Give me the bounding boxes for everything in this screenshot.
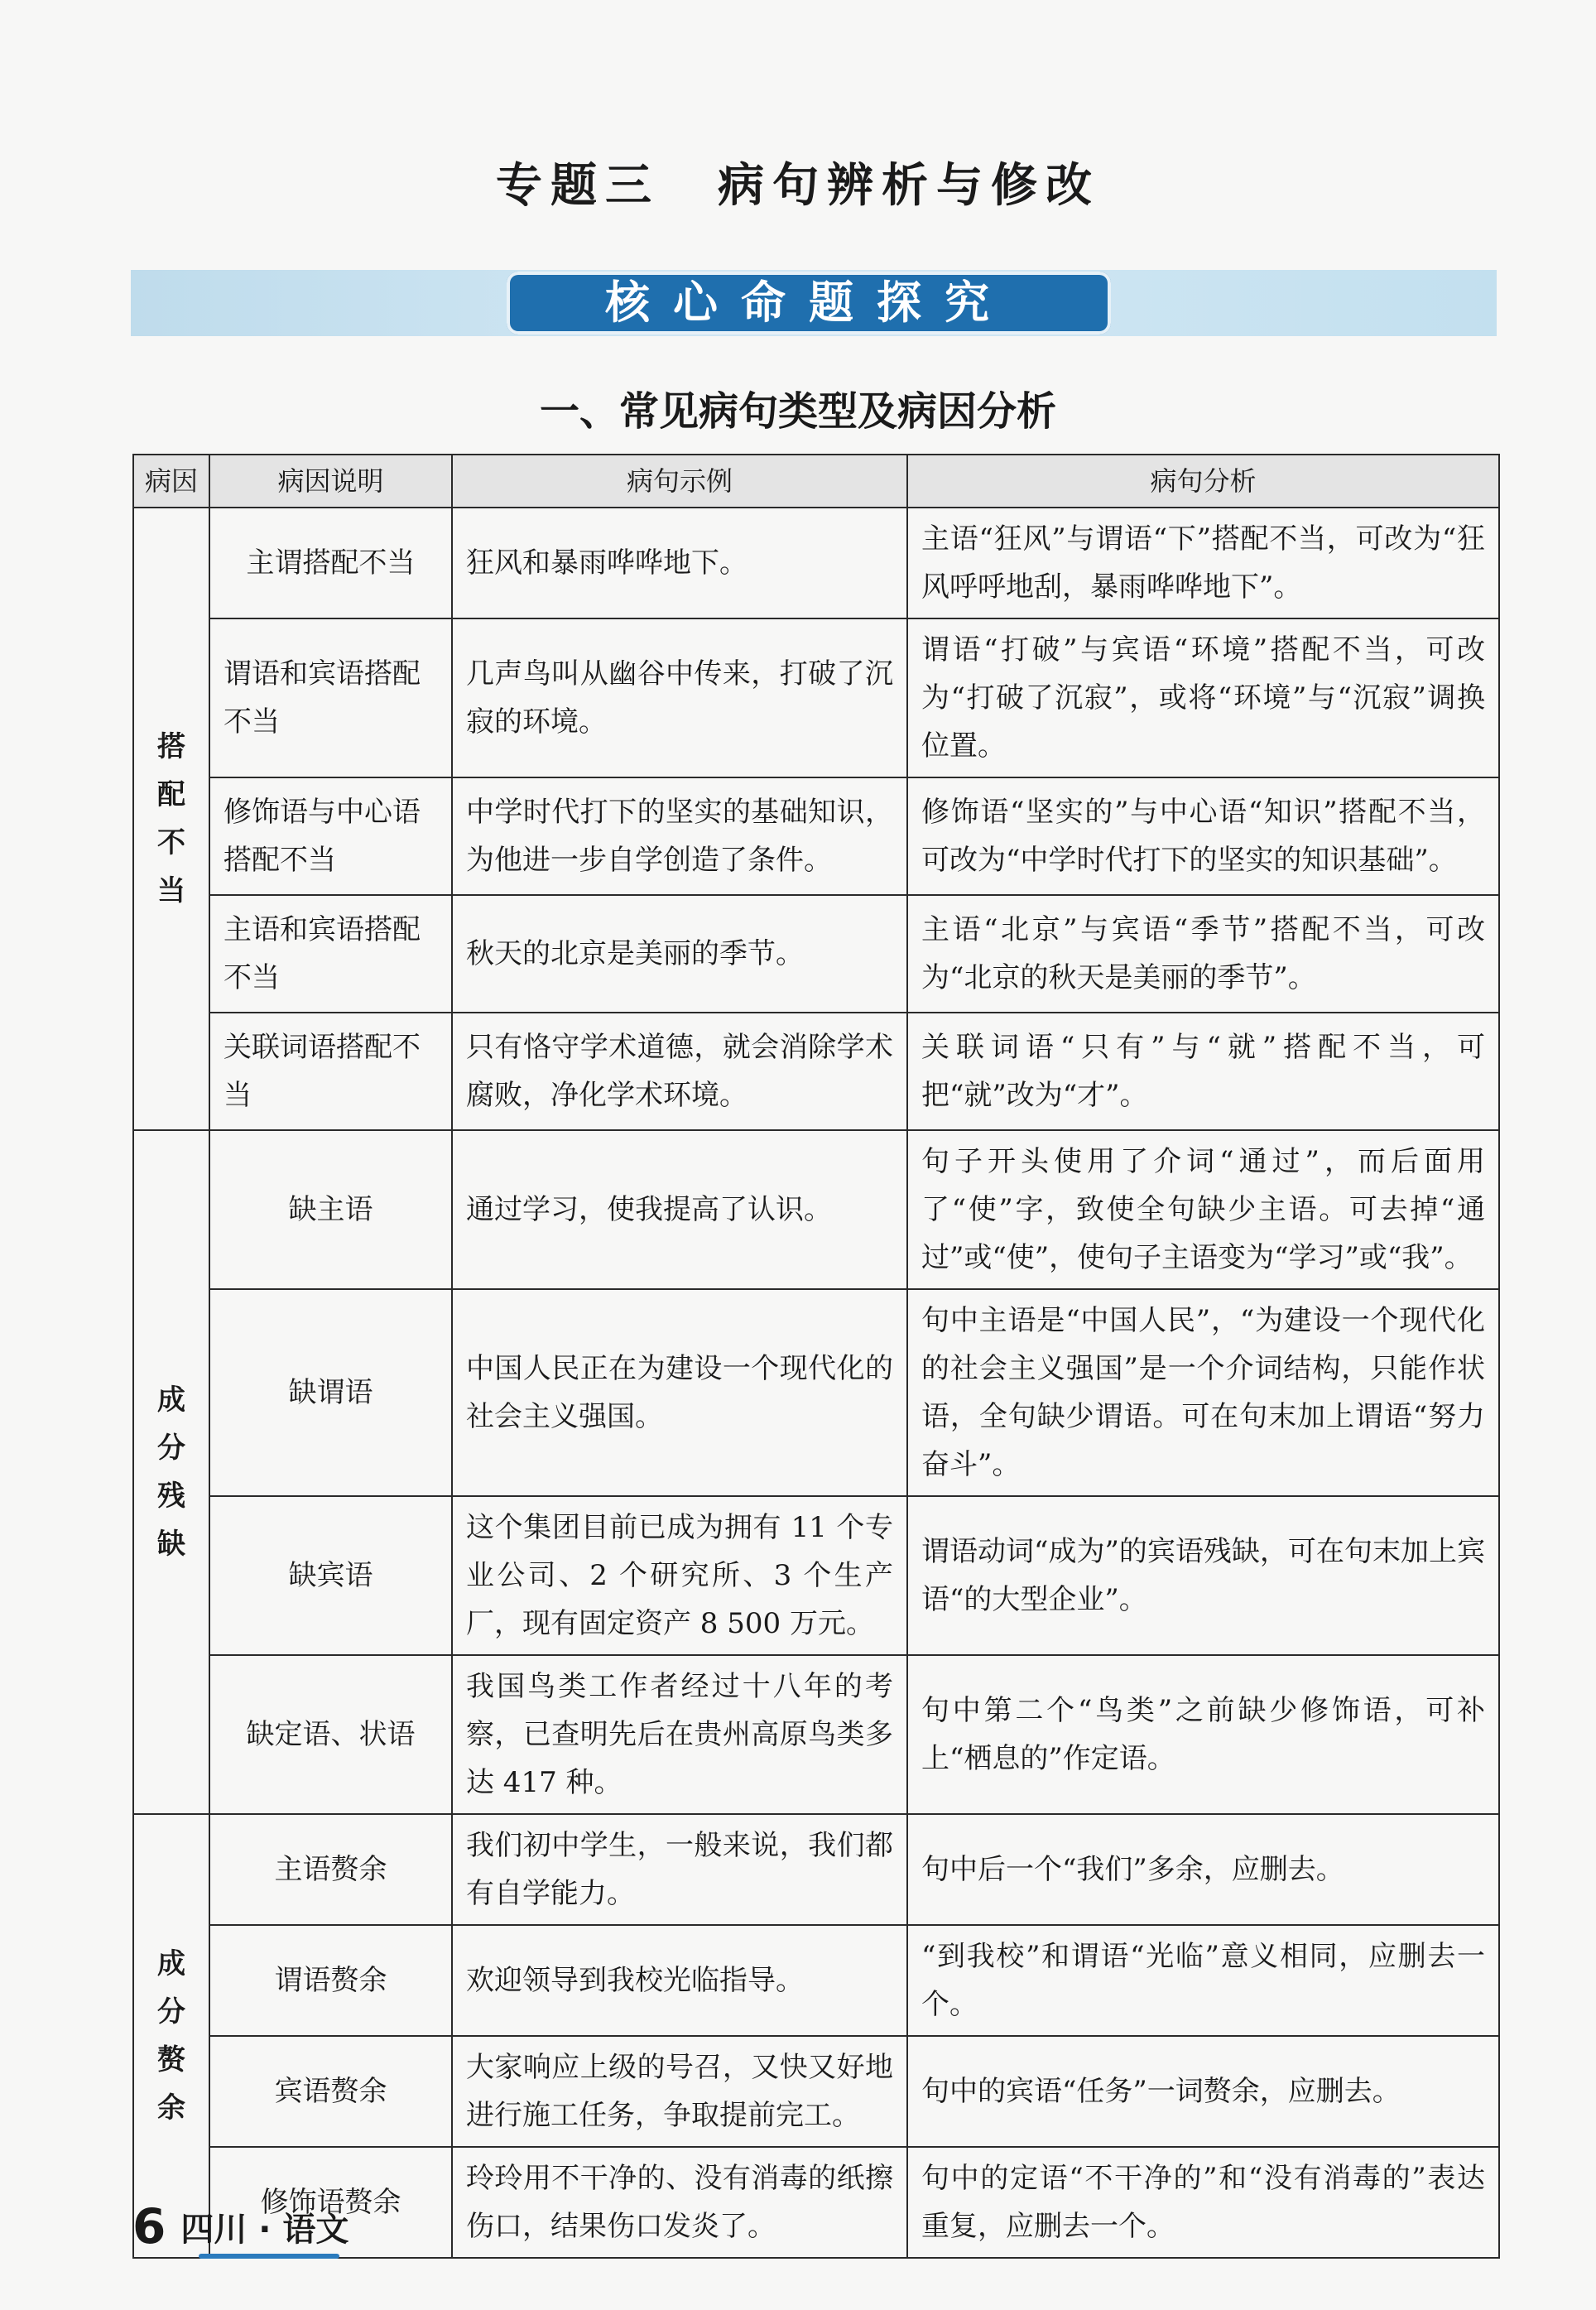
error-analysis: 关联词语“只有”与“就”搭配不当，可把“就”改为“才”。 xyxy=(907,1013,1499,1130)
error-type: 修饰语赘余 xyxy=(209,2147,452,2258)
error-type: 缺主语 xyxy=(209,1130,452,1289)
error-example: 只有恪守学术道德，就会消除学术腐败，净化学术环境。 xyxy=(452,1013,907,1130)
table-row xyxy=(133,1814,1499,1925)
error-type: 谓语和宾语搭配不当 xyxy=(209,618,452,777)
error-example: 玲玲用不干净的、没有消毒的纸擦伤口，结果伤口发炎了。 xyxy=(452,2147,907,2258)
error-type: 缺定语、状语 xyxy=(209,1655,452,1814)
error-example: 我国鸟类工作者经过十八年的考察，已查明先后在贵州高原鸟类多达 417 种。 xyxy=(452,1655,907,1814)
error-analysis: 谓语“打破”与宾语“环境”搭配不当，可改为“打破了沉寂”，或将“环境”与“沉寂”调换位置。 xyxy=(907,618,1499,777)
error-type: 主谓搭配不当 xyxy=(209,508,452,618)
error-type: 主语赘余 xyxy=(209,1814,452,1925)
error-example: 中学时代打下的坚实的基础知识，为他进一步自学创造了条件。 xyxy=(452,777,907,895)
topic-name: 病句辨析与修改 xyxy=(718,159,1100,213)
table-row xyxy=(133,895,1499,1013)
page-number: 6 xyxy=(132,2198,166,2255)
error-type: 谓语赘余 xyxy=(209,1925,452,2036)
table-row xyxy=(133,1925,1499,2036)
error-example: 这个集团目前已成为拥有 11 个专业公司、2 个研究所、3 个生产厂，现有固定资产 8 500 万元。 xyxy=(452,1496,907,1655)
error-example: 我们初中学生，一般来说，我们都有自学能力。 xyxy=(452,1814,907,1925)
error-example: 秋天的北京是美丽的季节。 xyxy=(452,895,907,1013)
error-type: 主语和宾语搭配不当 xyxy=(209,895,452,1013)
error-analysis: 句中的宾语“任务”一词赘余，应删去。 xyxy=(907,2036,1499,2147)
table-row xyxy=(133,1130,1499,1289)
error-analysis: 句中主语是“中国人民”，“为建设一个现代化的社会主义强国”是一个介词结构，只能作状语，全句缺少谓语。可在句末加上谓语“努力奋斗”。 xyxy=(907,1289,1499,1496)
error-analysis: 句中的定语“不干净的”和“没有消毒的”表达重复，应删去一个。 xyxy=(907,2147,1499,2258)
table-row xyxy=(133,508,1499,618)
error-example: 几声鸟叫从幽谷中传来，打破了沉寂的环境。 xyxy=(452,618,907,777)
error-type: 关联词语搭配不当 xyxy=(209,1013,452,1130)
error-analysis: 主语“狂风”与谓语“下”搭配不当，可改为“狂风呼呼地刮，暴雨哗哗地下”。 xyxy=(907,508,1499,618)
error-analysis: “到我校”和谓语“光临”意义相同，应删去一个。 xyxy=(907,1925,1499,2036)
error-example: 通过学习，使我提高了认识。 xyxy=(452,1130,907,1289)
table-row xyxy=(133,1013,1499,1130)
error-analysis: 主语“北京”与宾语“季节”搭配不当，可改为“北京的秋天是美丽的季节”。 xyxy=(907,895,1499,1013)
error-example: 欢迎领导到我校光临指导。 xyxy=(452,1925,907,2036)
error-type: 修饰语与中心语搭配不当 xyxy=(209,777,452,895)
table-row xyxy=(133,1496,1499,1655)
error-type: 缺宾语 xyxy=(209,1496,452,1655)
error-type: 宾语赘余 xyxy=(209,2036,452,2147)
topic-number: 专题三 xyxy=(496,159,660,213)
table-row xyxy=(133,777,1499,895)
error-types-table xyxy=(132,454,1500,2259)
category-cell: 成 分 残 缺 xyxy=(133,1130,209,1814)
footer-label: 四川 · 语文 xyxy=(180,2210,349,2249)
error-analysis: 修饰语“坚实的”与中心语“知识”搭配不当，可改为“中学时代打下的坚实的知识基础”。 xyxy=(907,777,1499,895)
section-title: 一、常见病句类型及病因分析 xyxy=(539,388,1056,435)
table-row xyxy=(133,2036,1499,2147)
header-example: 病句示例 xyxy=(452,455,907,508)
page-footer xyxy=(132,2198,349,2255)
error-example: 狂风和暴雨哗哗地下。 xyxy=(452,508,907,618)
header-analysis: 病句分析 xyxy=(907,455,1499,508)
error-analysis: 句中第二个“鸟类”之前缺少修饰语，可补上“栖息的”作定语。 xyxy=(907,1655,1499,1814)
category-cell: 成 分 赘 余 xyxy=(133,1814,209,2258)
error-example: 中国人民正在为建设一个现代化的社会主义强国。 xyxy=(452,1289,907,1496)
error-type: 缺谓语 xyxy=(209,1289,452,1496)
table-row xyxy=(133,1289,1499,1496)
header-cause: 病因 xyxy=(133,455,209,508)
error-analysis: 谓语动词“成为”的宾语残缺，可在句末加上宾语“的大型企业”。 xyxy=(907,1496,1499,1655)
error-example: 大家响应上级的号召，又快又好地进行施工任务，争取提前完工。 xyxy=(452,2036,907,2147)
footer-underline xyxy=(199,2254,339,2259)
error-analysis: 句中后一个“我们”多余，应删去。 xyxy=(907,1814,1499,1925)
banner-title: 核心命题探究 xyxy=(507,272,1111,334)
category-cell: 搭 配 不 当 xyxy=(133,508,209,1130)
error-analysis: 句子开头使用了介词“通过”，而后面用了“使”字，致使全句缺少主语。可去掉“通过”或“使”，使句子主语变为“学习”或“我”。 xyxy=(907,1130,1499,1289)
page-title xyxy=(0,149,1596,215)
header-cause-desc: 病因说明 xyxy=(209,455,452,508)
table-row xyxy=(133,618,1499,777)
table-header-row xyxy=(133,455,1499,508)
table-row xyxy=(133,1655,1499,1814)
